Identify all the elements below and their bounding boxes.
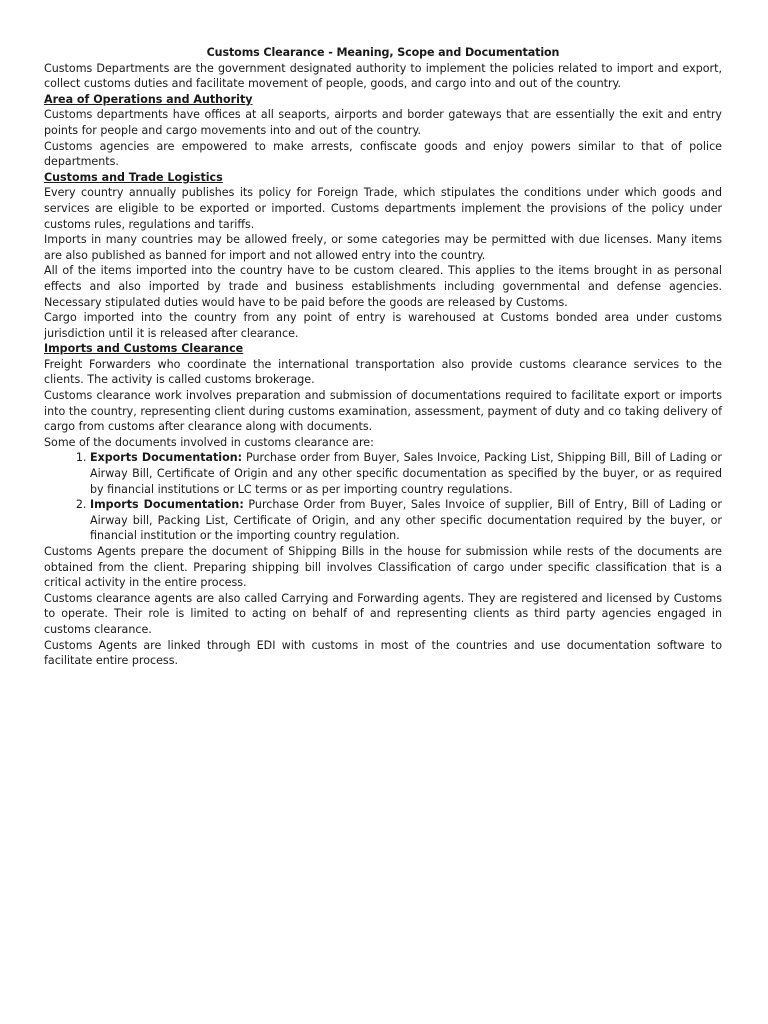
paragraph: Freight Forwarders who coordinate the international transportation also provide customs clearance services to the clients. The activity is called customs brokerage. — [44, 357, 722, 387]
section-heading-operations: Area of Operations and Authority — [44, 92, 253, 106]
paragraph: Customs Agents are linked through EDI with customs in most of the countries and use documentation software to facilitate entire process. — [44, 638, 722, 668]
paragraph: Customs departments have offices at all seaports, airports and border gateways that are essentially the exit and entry points for people and cargo movements into and out of the country. — [44, 108, 722, 137]
paragraph: Customs agencies are empowered to make arrests, confiscate goods and enjoy powers similar to that of police departments. — [44, 139, 722, 169]
paragraph: Every country annually publishes its policy for Foreign Trade, which stipulates the conditions under which goods and services are eligible to be exported or imported. Customs departments implement the provisions of the policy under customs rules, regulations and tariffs. — [44, 186, 722, 231]
section-heading-logistics: Customs and Trade Logistics — [44, 170, 223, 184]
list-item — [90, 497, 722, 544]
documents-list — [44, 450, 722, 544]
paragraph: Customs Agents prepare the document of Shipping Bills in the house for submission while rests of the documents are obtained from the client. Preparing shipping bill involves Classification of cargo under specific classification that is a critical activity in the entire process. — [44, 545, 722, 590]
paragraph: Customs clearance agents are also called Carrying and Forwarding agents. They are registered and licensed by Customs to operate. Their role is limited to acting on behalf of and representing clients as third party agencies engaged in customs clearance. — [44, 591, 722, 636]
paragraph: Some of the documents involved in customs clearance are: — [44, 435, 374, 449]
paragraph: Customs clearance work involves preparation and submission of documentations required to facilitate export or imports into the country, representing client during customs examination, assessment, payment of duty and co taking delivery of cargo from customs after clearance along with documents. — [44, 389, 722, 434]
document-page — [44, 45, 722, 669]
list-item-text: Purchase order from Buyer, Sales Invoice, Packing List, Shipping Bill, Bill of Lading or Airway Bill, Certificate of Origin and any other specific documentation as specified by the buyer, or as required by financial institutions or LC terms or as per importing country regulations. — [90, 451, 722, 496]
intro-paragraph: Customs Departments are the government designated authority to implement the policies related to import and export, collect customs duties and facilitate movement of people, goods, and cargo into and out of the country. — [44, 61, 722, 91]
section-heading-imports: Imports and Customs Clearance — [44, 342, 244, 356]
paragraph: Cargo imported into the country from any point of entry is warehoused at Customs bonded area under customs jurisdiction until it is released after clearance. — [44, 311, 722, 340]
list-item-text: Purchase Order from Buyer, Sales Invoice of supplier, Bill of Entry, Bill of Lading or Airway bill, Packing List, Certificate of Origin, and any other specific documentation required by the buyer, or financial institution or the importing country regulation. — [90, 498, 722, 543]
list-item-label: Exports Documentation: — [90, 451, 243, 465]
paragraph: All of the items imported into the country have to be custom cleared. This applies to the items brought in as personal effects and also imported by trade and business establishments including governmental and defense agencies. Necessary stipulated duties would have to be paid before the goods are released by Customs. — [44, 264, 722, 309]
paragraph: Imports in many countries may be allowed freely, or some categories may be permitted with due licenses. Many items are also published as banned for import and not allowed entry into the country. — [44, 233, 722, 262]
list-item-label: Imports Documentation: — [90, 498, 244, 512]
list-item — [90, 450, 722, 497]
document-title: Customs Clearance - Meaning, Scope and Documentation — [206, 46, 560, 59]
